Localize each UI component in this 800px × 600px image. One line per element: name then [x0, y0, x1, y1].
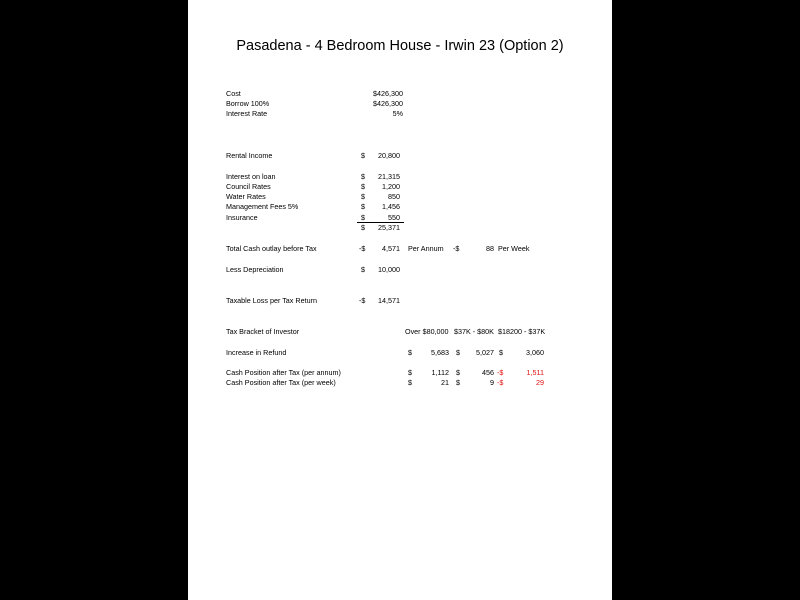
expense-label: Insurance	[226, 213, 258, 222]
cash-week-sign: -$	[497, 378, 504, 387]
cash-annum-value: 1,511	[526, 368, 544, 377]
expenses-total-value: 25,371	[378, 223, 400, 232]
depreciation-label: Less Depreciation	[226, 265, 284, 274]
expense-value: 550	[388, 213, 400, 222]
refund-value: 5,027	[476, 348, 494, 357]
refund-sign: $	[499, 348, 503, 357]
taxable-loss-label: Taxable Loss per Tax Return	[226, 296, 317, 305]
refund-sign: $	[456, 348, 460, 357]
rental-income-label: Rental Income	[226, 151, 273, 160]
expense-label: Water Rates	[226, 192, 266, 201]
depreciation-sign: $	[361, 265, 365, 274]
cash-annum-value: 1,112	[431, 368, 449, 377]
cash-outlay-annual-sign: -$	[359, 244, 366, 253]
refund-label: Increase in Refund	[226, 348, 287, 357]
expense-label: Council Rates	[226, 182, 271, 191]
borrow-value: $426,300	[373, 99, 403, 108]
borrow-label: Borrow 100%	[226, 99, 270, 108]
refund-value: 5,683	[431, 348, 449, 357]
depreciation-value: 10,000	[378, 265, 400, 274]
expense-sign: $	[361, 192, 365, 201]
rental-income-sign: $	[361, 151, 365, 160]
expense-value: 1,456	[382, 202, 400, 211]
interest-rate-value: 5%	[392, 109, 403, 118]
page-title: Pasadena - 4 Bedroom House - Irwin 23 (Option 2)	[236, 38, 564, 54]
cash-annum-value: 456	[482, 368, 494, 377]
cost-value: $426,300	[373, 89, 403, 98]
cash-after-tax-week-label: Cash Position after Tax (per week)	[226, 378, 336, 387]
per-week-label: Per Week	[498, 244, 530, 253]
cash-outlay-label: Total Cash outlay before Tax	[226, 244, 317, 253]
taxable-loss-sign: -$	[359, 296, 366, 305]
cash-week-value: 29	[536, 378, 544, 387]
cash-outlay-weekly-sign: -$	[453, 244, 460, 253]
cash-outlay-weekly-value: 88	[486, 244, 494, 253]
cash-week-sign: $	[408, 378, 412, 387]
cash-annum-sign: $	[456, 368, 460, 377]
refund-sign: $	[408, 348, 412, 357]
expense-value: 21,315	[378, 172, 400, 181]
tax-bracket-label: Tax Bracket of Investor	[226, 327, 300, 336]
cost-label: Cost	[226, 89, 241, 98]
expense-label: Interest on loan	[226, 172, 276, 181]
interest-rate-label: Interest Rate	[226, 109, 268, 118]
per-annum-label: Per Annum	[408, 244, 444, 253]
refund-value: 3,060	[526, 348, 544, 357]
cash-annum-sign: -$	[497, 368, 504, 377]
expense-value: 1,200	[382, 182, 400, 191]
expense-label: Management Fees 5%	[226, 202, 299, 211]
rental-income-value: 20,800	[378, 151, 400, 160]
spreadsheet-page	[188, 0, 612, 600]
expense-value: 850	[388, 192, 400, 201]
tax-bracket-header: $37K - $80K	[454, 327, 494, 336]
tax-bracket-header: $18200 - $37K	[498, 327, 546, 336]
cash-annum-sign: $	[408, 368, 412, 377]
cash-after-tax-annum-label: Cash Position after Tax (per annum)	[226, 368, 341, 377]
tax-bracket-header: Over $80,000	[405, 327, 449, 336]
expense-sign: $	[361, 202, 365, 211]
expense-sign: $	[361, 172, 365, 181]
expense-sign: $	[361, 182, 365, 191]
cash-week-sign: $	[456, 378, 460, 387]
cash-week-value: 9	[490, 378, 494, 387]
cash-week-value: 21	[441, 378, 449, 387]
expense-sign: $	[361, 213, 365, 222]
cash-outlay-annual-value: 4,571	[382, 244, 400, 253]
taxable-loss-value: 14,571	[378, 296, 400, 305]
expenses-total-sign: $	[361, 223, 365, 232]
